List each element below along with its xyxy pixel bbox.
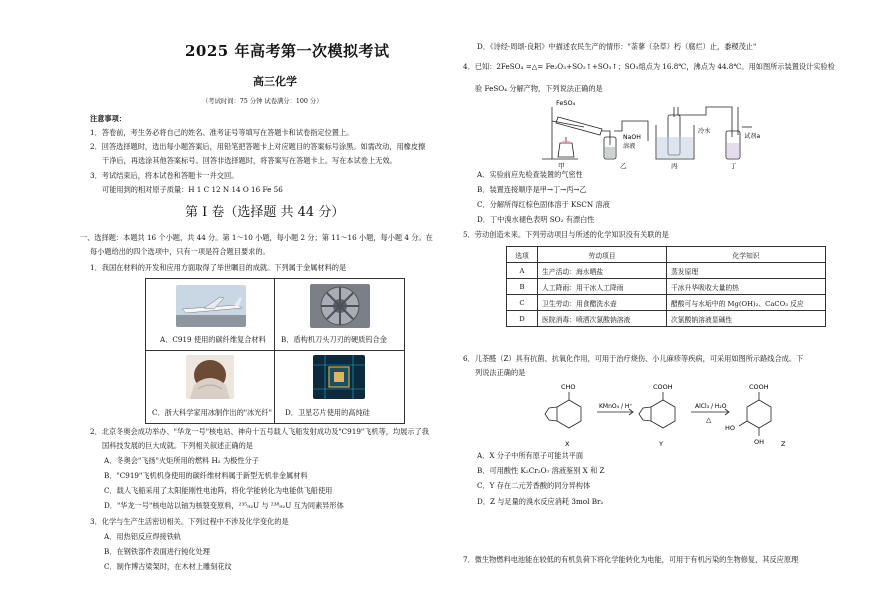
- q1-option-b[interactable]: [275, 279, 404, 351]
- compound-label: Z: [781, 440, 786, 448]
- q4-apparatus-diagram: [538, 97, 798, 169]
- q4-option: B．装置连接顺序是甲→丁→丙→乙: [477, 185, 587, 194]
- q2-option: B．"C919"飞机机身使用的碳纤维材料属于新型无机非金属材料: [104, 471, 308, 480]
- table-cell: 醋酸可与水垢中的 Mg(OH)₂、CaCO₃ 反应: [667, 295, 826, 311]
- section-title: 第 I 卷（选择题 共 44 分）: [185, 205, 345, 220]
- feso4-label: FeSO₄: [556, 99, 576, 107]
- q6-synthesis-route: [523, 380, 823, 450]
- cooh-group: COOH: [749, 383, 769, 391]
- table-row: [507, 263, 826, 279]
- q1-option-grid: [145, 278, 405, 424]
- table-cell: A: [507, 263, 538, 279]
- notes-heading: 注意事项：: [90, 114, 126, 123]
- oh-group: OH: [754, 438, 765, 446]
- q4-option: D．丁中溴水褪色表明 SO₂ 有漂白性: [477, 215, 595, 224]
- q1-option-d-label: D．卫星芯片使用的高纯硅: [285, 408, 370, 417]
- question-7-stem: 7．微生物燃料电池能在较低的有机负荷下将化学能转化为电能，可用于有机污染的生物修复，其反应原理: [463, 555, 799, 564]
- compound-label: Y: [659, 440, 663, 448]
- question-5-stem: 5．劳动创造未来。下列劳动项目与所述的化学知识没有关联的是: [463, 230, 669, 239]
- ice-fiber-image: [186, 355, 234, 399]
- question-2-stem: 国科技发展的巨大成就。下列相关叙述正确的是: [102, 441, 253, 450]
- q6-option: D．Z 与足量的溴水反应消耗 3mol Br₂: [477, 497, 604, 506]
- heat-condition: △: [706, 416, 712, 424]
- q1-option-b-label: B．盾构机刀头刀刃的硬质钨合金: [281, 335, 387, 344]
- naoh-label: NaOH: [623, 134, 641, 141]
- apparatus-label: 甲: [558, 162, 565, 169]
- table-cell: 卫生劳动：用食醋洗水壶: [538, 295, 667, 311]
- subject-title: 高三化学: [253, 75, 297, 88]
- question-6-stem: 6．儿茶醛（Z）具有抗菌、抗氧化作用，可用于治疗烧伤、小儿麻疹等疾病，可采用如图所示路线合成。下: [463, 354, 804, 363]
- q6-option: A．X 分子中所有原子可能共平面: [477, 451, 584, 460]
- table-cell: 人工降雨：用干冰人工降雨: [538, 279, 667, 295]
- q3-option: C．制作博古梁架时，在木材上雕刻花纹: [104, 562, 232, 571]
- question-2-stem: 2．北京冬奥会成功举办、"华龙一号"核电站、神舟十五号载人飞船发射成功及"C919"飞机等，均展示了我: [90, 427, 429, 436]
- naoh-label: 溶液: [623, 143, 636, 150]
- question-4-stem: 4．已知：2FeSO₄ =△= Fe₂O₃+SO₂↑+SO₃↑；SO₃熔点为 16.8℃，沸点为 44.8℃。用如图所示装置设计实验检: [463, 62, 835, 71]
- note-line: 2．回答选择题时，选出每小题答案后，用铅笔把答题卡上对应题目的答案标号涂黑。如需改动，用橡皮擦: [90, 142, 426, 151]
- table-header-row: [507, 247, 826, 263]
- table-cell: D: [507, 311, 538, 327]
- cooh-group: COOH: [653, 383, 673, 391]
- reagent-a-label: 试剂a: [744, 133, 761, 140]
- q5-table: [506, 246, 826, 327]
- question-6-stem: 列说法正确的是: [475, 368, 526, 377]
- q4-option: C．分解所得红棕色固体溶于 KSCN 溶液: [477, 200, 610, 209]
- table-cell: 次氯酸钠溶液显碱性: [667, 311, 826, 327]
- table-cell: 医院消毒：喷洒次氯酸钠溶液: [538, 311, 667, 327]
- section-intro: 一、选择题：本题共 16 个小题，共 44 分。第 1～10 小题，每小题 2 分；第 11～16 小题，每小题 4 分。在: [80, 233, 433, 242]
- q4-option: A．实验前应先检查装置的气密性: [477, 170, 583, 179]
- q1-option-a[interactable]: [146, 279, 275, 351]
- exam-title: 2025 年高考第一次模拟考试: [185, 42, 390, 60]
- table-row: [507, 279, 826, 295]
- q3-option: A．用热铝反应焊接铁轨: [104, 532, 182, 541]
- q2-option: A．冬奥会"飞扬"火炬所用的燃料 H₂ 为极性分子: [104, 456, 259, 465]
- note-line: 3．考试结束后，将本试卷和答题卡一并交回。: [90, 171, 239, 180]
- note-line: 1．答卷前，考生务必将自己的姓名、准考证号等填写在答题卡和试卷指定位置上。: [90, 128, 354, 137]
- table-header: 选项: [507, 247, 538, 263]
- q1-option-d[interactable]: [275, 351, 404, 423]
- exam-meta: （考试时间：75 分钟 试卷满分：100 分）: [202, 98, 323, 105]
- table-cell: 蒸发原理: [667, 263, 826, 279]
- note-line: 干净后，再选涂其他答案标号。回答非选择题时，将答案写在答题卡上。写在本试卷上无效。: [102, 156, 397, 165]
- airplane-image: [176, 285, 246, 327]
- question-3-stem: 3．化学与生产生活密切相关。下列过程中不涉及化学变化的是: [90, 517, 289, 526]
- q1-option-c-label: C．浙大科学家用冰制作出的"冰光纤": [152, 408, 272, 417]
- apparatus-label: 丙: [671, 162, 678, 169]
- apparatus-label: 丁: [730, 162, 737, 169]
- ho-group: HO: [725, 424, 736, 432]
- q3-option: D．《诗经·周颂·良耜》中描述农民生产的情形："荼蓼（杂草）朽（腐烂）止，黍稷茂止": [477, 42, 757, 51]
- chip-image: [313, 355, 365, 399]
- q2-option: D．"华龙一号"核电站以铀为核裂变原料，²³⁵₉₂U 与 ²³⁸₉₂U 互为同素异形体: [104, 501, 344, 510]
- question-4-stem: 验 FeSO₄ 分解产物，下列说法正确的是: [475, 84, 603, 93]
- apparatus-label: 乙: [620, 162, 627, 169]
- ice-water-label: 冷水: [698, 128, 711, 135]
- q6-option: B．可用酸性 K₂Cr₂O₇ 溶液鉴别 X 和 Z: [477, 466, 605, 475]
- reagent-1: KMnO₄ / H⁺: [599, 403, 633, 410]
- table-row: [507, 295, 826, 311]
- cho-group: CHO: [561, 383, 576, 391]
- atomic-masses: 可能用到的相对原子质量：H 1 C 12 N 14 O 16 Fe 56: [102, 185, 283, 194]
- question-1-stem: 1．我国在材料的开发和应用方面取得了举世瞩目的成就。下列属于金属材料的是: [90, 263, 347, 272]
- tbm-cutter-image: [310, 284, 370, 328]
- table-header: 劳动项目: [538, 247, 667, 263]
- q1-option-c[interactable]: [146, 351, 275, 423]
- compound-label: X: [565, 440, 570, 448]
- q2-option: C．载人飞船采用了太阳能刚性电池阵，将化学能转化为电能供飞船使用: [104, 486, 333, 495]
- section-intro: 每小题给出的四个选项中，只有一项是符合题目要求的。: [90, 247, 270, 256]
- q1-option-a-label: A．C919 使用的碳纤维复合材料: [160, 335, 266, 344]
- table-cell: B: [507, 279, 538, 295]
- table-cell: 生产活动：海水晒盐: [538, 263, 667, 279]
- reagent-2: AlCl₃ / H₂O: [695, 403, 727, 410]
- table-row: [507, 311, 826, 327]
- q6-option: C．Y 存在二元芳香酸的同分异构体: [477, 481, 591, 490]
- q3-option: B．在钢铁部件表面进行钝化处理: [104, 547, 210, 556]
- table-cell: 干冰升华吸收大量的热: [667, 279, 826, 295]
- table-header: 化学知识: [667, 247, 826, 263]
- table-cell: C: [507, 295, 538, 311]
